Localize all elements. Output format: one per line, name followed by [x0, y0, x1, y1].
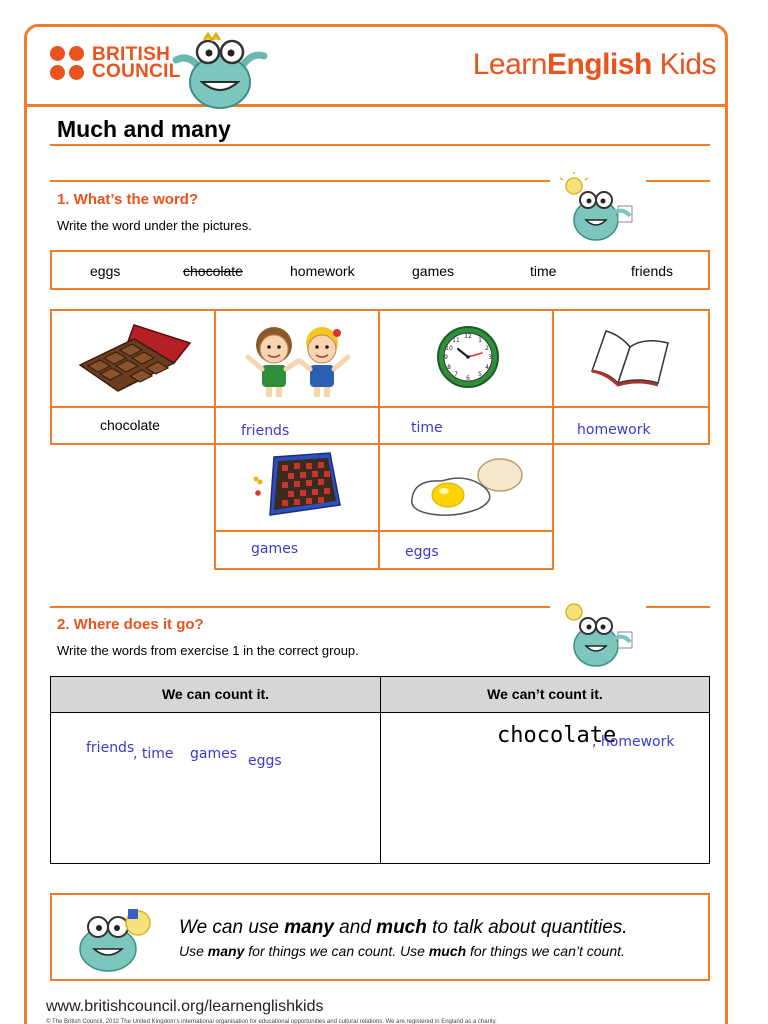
monster-mascot-icon [168, 32, 272, 110]
learnenglish-kids-logo: LearnEnglish Kids [472, 48, 716, 81]
answer-cell [378, 406, 554, 445]
section1-rule-left [50, 180, 550, 182]
answer-homework: homework [577, 422, 651, 438]
svg-text:12: 12 [464, 333, 472, 340]
british-council-logo [50, 46, 181, 80]
answer-cell [50, 406, 216, 445]
footer-legal: © The British Council, 2012 The United Kingdom’s international organisation for educational opportunities and cultural relations. We are registered in England as a charity. [46, 1019, 497, 1024]
answer-cell [378, 530, 554, 570]
chocolate-bar-icon [74, 319, 194, 399]
svg-text:8: 8 [447, 364, 451, 371]
picture-cell-friends [214, 309, 380, 408]
column-header-countable: We can count it. [51, 677, 380, 713]
countable-word: friends [86, 740, 135, 756]
section2-rule-left [50, 606, 550, 608]
section1-rule-right [646, 180, 710, 182]
countable-word: games [190, 746, 238, 762]
answer-eggs: eggs [405, 544, 439, 560]
title-divider [50, 144, 710, 146]
word-bank-item: time [530, 263, 557, 279]
countable-word: , time [133, 746, 174, 762]
svg-text:2: 2 [485, 345, 489, 352]
svg-text:5: 5 [478, 371, 482, 378]
countable-word: eggs [248, 753, 282, 769]
section1-instruction: Write the word under the pictures. [57, 218, 252, 233]
tip-sub-text: Use many for things we can count. Use much for things we can’t count. [179, 943, 625, 959]
svg-text:3: 3 [488, 354, 492, 361]
picture-cell-time [378, 309, 554, 408]
answer-games: games [251, 541, 299, 557]
friends-icon [240, 319, 356, 401]
board-game-icon [246, 451, 346, 521]
answer-cell [214, 530, 380, 570]
footer-url: www.britishcouncil.org/learnenglishkids [46, 998, 324, 1015]
tip-main-text: We can use many and much to talk about quantities. [179, 917, 628, 938]
uncountable-word-handwritten: chocolate [497, 723, 617, 748]
svg-text:7: 7 [454, 371, 458, 378]
sorting-table [50, 676, 710, 864]
monster-reading-icon [72, 903, 162, 973]
column-divider [380, 677, 381, 863]
answer-chocolate: chocolate [100, 417, 160, 433]
header-divider [24, 104, 728, 107]
word-bank-item: eggs [90, 263, 121, 279]
answer-cell [214, 406, 380, 445]
svg-text:4: 4 [485, 364, 489, 371]
monster-idea-icon [560, 172, 640, 244]
section2-rule-right [646, 606, 710, 608]
svg-text:10: 10 [445, 345, 453, 352]
picture-cell-homework [552, 309, 710, 408]
section1-title: 1. What’s the word? [57, 191, 199, 208]
svg-text:9: 9 [444, 354, 448, 361]
picture-cell-games [214, 443, 380, 532]
monster-idea-icon [560, 598, 640, 670]
picture-cell-eggs [378, 443, 554, 532]
column-header-uncountable: We can’t count it. [381, 677, 709, 713]
svg-text:11: 11 [452, 337, 460, 344]
clock-icon [436, 323, 500, 391]
eggs-icon [408, 455, 526, 521]
grammar-tip-box [50, 893, 710, 981]
section2-title: 2. Where does it go? [57, 616, 204, 633]
british-council-dots-icon [50, 46, 84, 80]
open-book-icon [588, 325, 674, 389]
british-council-wordmark: BRITISH COUNCIL [92, 44, 181, 82]
svg-text:6: 6 [466, 375, 470, 382]
answer-friends: friends [241, 423, 290, 439]
picture-cell-chocolate [50, 309, 216, 408]
word-bank-item: games [412, 263, 455, 279]
section2-instruction: Write the words from exercise 1 in the correct group. [57, 643, 359, 658]
svg-text:1: 1 [478, 337, 482, 344]
word-bank-item: chocolate [183, 263, 243, 279]
word-bank [50, 250, 710, 290]
answer-time: time [411, 420, 443, 436]
answer-cell [552, 406, 710, 445]
uncountable-word: , homework [592, 734, 675, 750]
word-bank-item: homework [290, 263, 355, 279]
word-bank-item: friends [631, 263, 674, 279]
page-title: Much and many [57, 116, 231, 142]
